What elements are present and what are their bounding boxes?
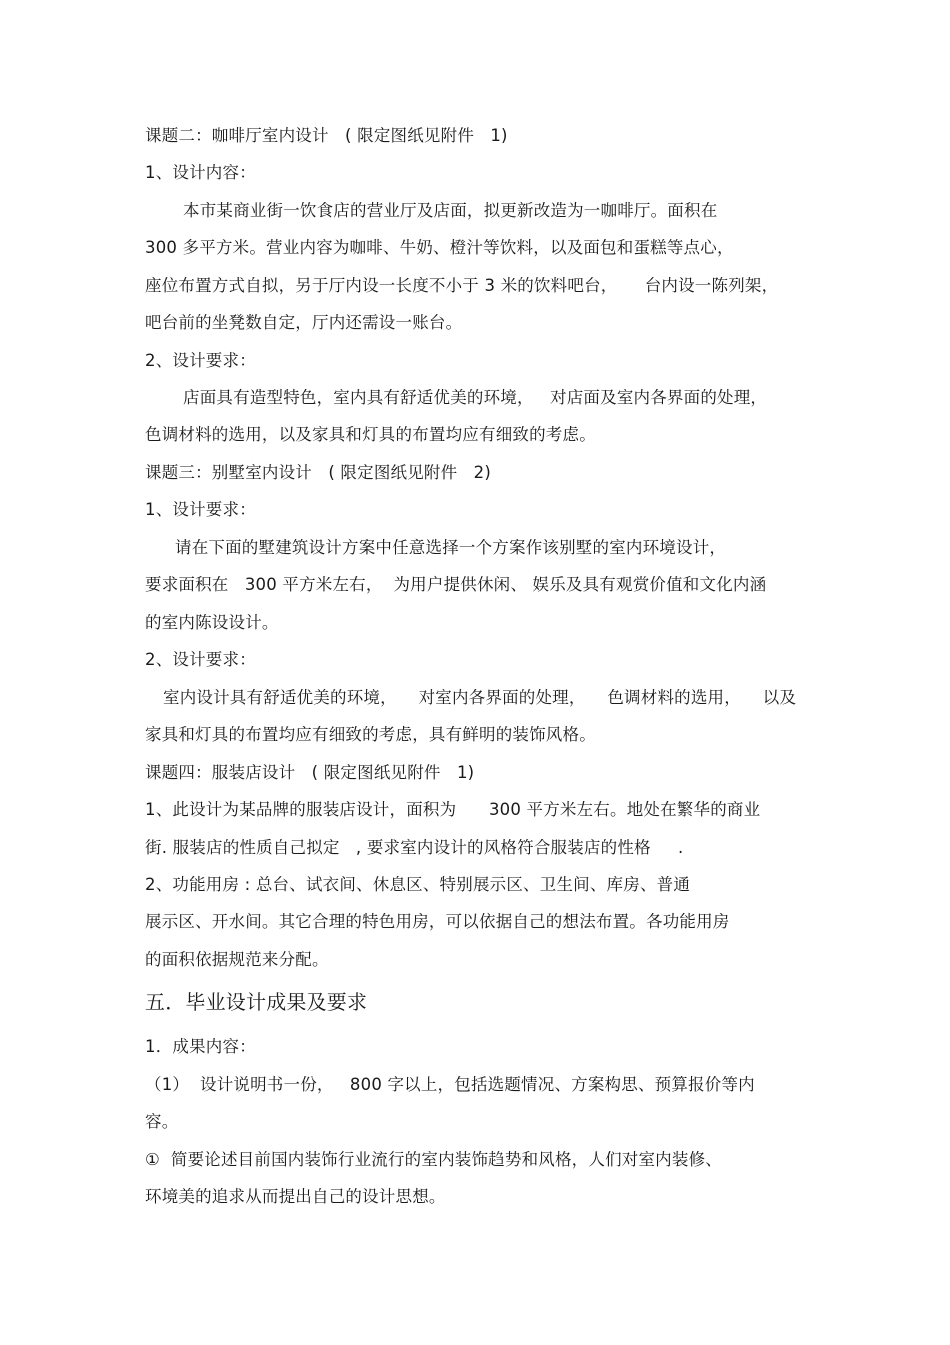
paragraph-line: （1） 设计说明书一份， 800 字以上，包括选题情况、方案构思、预算报价等内: [145, 1075, 755, 1094]
paragraph-line: 街. 服装店的性质自己拟定 , 要求室内设计的风格符合服装店的性格 .: [145, 838, 684, 857]
paragraph-line: 吧台前的坐凳数自定，厅内还需设一账台。: [145, 313, 463, 332]
paragraph-line: 环境美的追求从而提出自己的设计思想。: [145, 1187, 446, 1206]
paragraph-line: ① 简要论述目前国内装饰行业流行的室内装饰趋势和风格，人们对室内装修、: [145, 1150, 722, 1169]
paragraph-line: 300 多平方米。营业内容为咖啡、牛奶、橙汁等饮料，以及面包和蛋糕等点心，: [145, 238, 734, 257]
topic-2-requirements-heading: 2、设计要求：: [145, 351, 256, 370]
paragraph-line: 色调材料的选用，以及家具和灯具的布置均应有细致的考虑。: [145, 425, 596, 444]
paragraph-line: 的面积依据规范来分配。: [145, 950, 329, 969]
section-5-content-heading: 1．成果内容：: [145, 1037, 256, 1056]
paragraph-line: 2、功能用房 : 总台、试衣间、休息区、特别展示区、卫生间、库房、普通: [145, 875, 691, 894]
paragraph-line: 家具和灯具的布置均应有细致的考虑，具有鲜明的装饰风格。: [145, 725, 596, 744]
paragraph-line: 的室内陈设设计。: [145, 613, 279, 632]
paragraph-line: 店面具有造型特色，室内具有舒适优美的环境， 对店面及室内各界面的处理，: [183, 388, 768, 407]
topic-2-content-heading: 1、设计内容：: [145, 163, 256, 182]
paragraph-line: 请在下面的墅建筑设计方案中任意选择一个方案作该别墅的室内环境设计，: [175, 538, 727, 557]
paragraph-line: 展示区、开水间。其它合理的特色用房，可以依据自己的想法布置。各功能用房: [145, 912, 730, 931]
paragraph-line: 1、此设计为某品牌的服装店设计，面积为 300 平方米左右。地处在繁华的商业: [145, 800, 761, 819]
topic-3-title: 课题三：别墅室内设计 ( 限定图纸见附件 2): [145, 463, 491, 482]
paragraph-line: 本市某商业街一饮食店的营业厅及店面，拟更新改造为一咖啡厅。面积在: [183, 201, 718, 220]
paragraph-line: 容。: [145, 1112, 179, 1131]
topic-4-title: 课题四：服装店设计 ( 限定图纸见附件 1): [145, 763, 475, 782]
topic-2-title: 课题二：咖啡厅室内设计 ( 限定图纸见附件 1): [145, 126, 508, 145]
paragraph-line: 要求面积在 300 平方米左右， 为用户提供休闲、 娱乐及具有观赏价值和文化内涵: [145, 575, 767, 594]
paragraph-line: 座位布置方式自拟，另于厅内设一长度不小于 3 米的饮料吧台， 台内设一陈列架，: [145, 276, 779, 295]
section-5-title: 五．毕业设计成果及要求: [145, 990, 368, 1014]
topic-3-requirements-heading-1: 1、设计要求：: [145, 500, 256, 519]
paragraph-line: 室内设计具有舒适优美的环境， 对室内各界面的处理， 色调材料的选用， 以及: [163, 688, 797, 707]
topic-3-requirements-heading-2: 2、设计要求：: [145, 650, 256, 669]
